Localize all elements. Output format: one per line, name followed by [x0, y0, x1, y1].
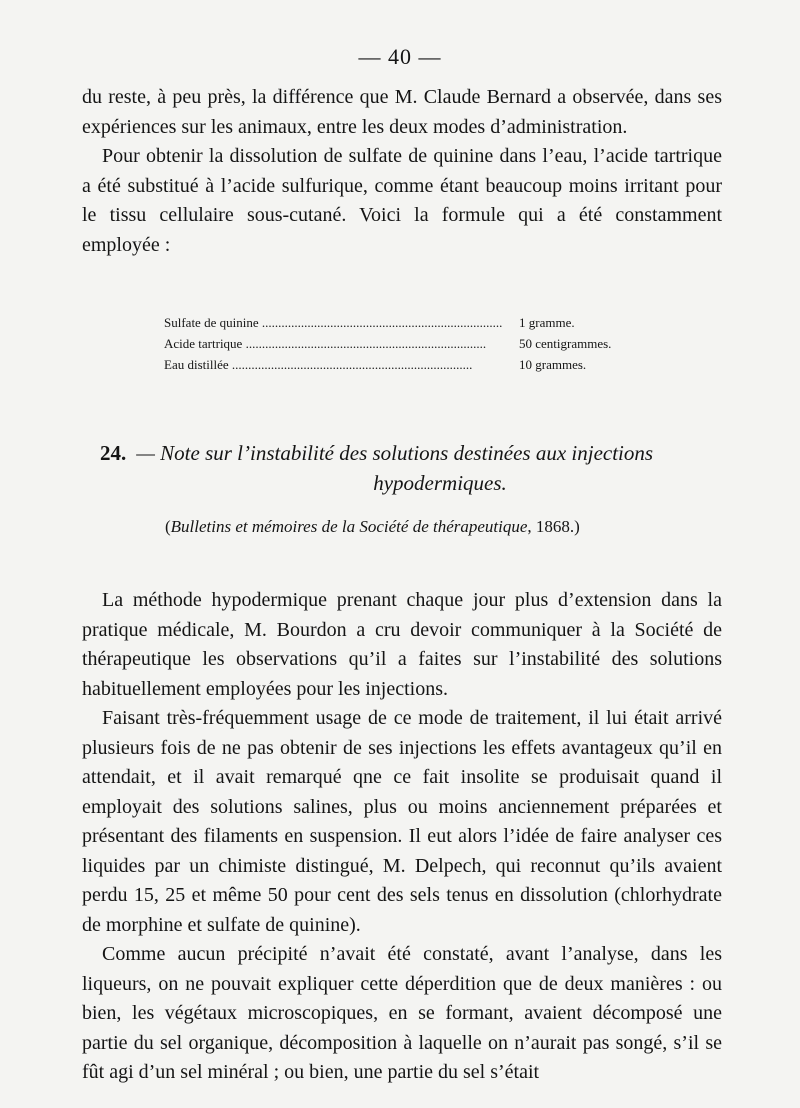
formula-row	[164, 354, 664, 375]
formula-ingredient: Acide tartrique .....	[164, 333, 519, 354]
formula-row	[164, 312, 664, 333]
source-year: , 1868.)	[527, 517, 580, 536]
intro-text	[82, 83, 722, 260]
body-paragraph: La méthode hypodermique prenant chaque jour plus d’extension dans la pratique médicale, M. Bourdon a cru devoir communiquer à la Société de thérapeutique les observations qu’il a faites sur l’instabilité des solutions habituellement employées pour les injections.	[82, 589, 722, 700]
formula-table	[164, 312, 664, 375]
section-title-continuation: hypodermiques.	[373, 471, 507, 495]
intro-paragraph-formula: Pour obtenir la dissolution de sulfate de quinine dans l’eau, l’acide tartrique a été substitué à l’acide sulfurique, comme étant beaucoup moins irritant pour le tissu cellulaire sous-cutané. Voici la formule qui a été constamment employée :	[82, 145, 722, 256]
formula-ingredient: Eau distillée .....	[164, 354, 519, 375]
source-open-paren: (	[165, 517, 171, 536]
formula-row	[164, 333, 664, 354]
formula-quantity: 10 grammes.	[519, 357, 587, 372]
section-title: — Note sur l’instabilité des solutions destinées aux injections	[136, 441, 654, 465]
source-publication: Bulletins et mémoires de la Société de thérapeutique	[170, 517, 528, 536]
section-source	[165, 515, 725, 539]
body-text	[82, 586, 722, 1088]
intro-paragraph-continuation: du reste, à peu près, la différence que M. Claude Bernard a observée, dans ses expériences sur les animaux, entre les deux modes d’administration.	[82, 86, 722, 138]
formula-ingredient: Sulfate de quinine .....	[164, 312, 519, 333]
section-heading-line	[100, 438, 740, 468]
body-paragraph: Faisant très-fréquemment usage de ce mode de traitement, il lui était arrivé plusieurs fois de ne pas obtenir de ses injections les effets avantageux qu’il en attendait, et il avait remarqué qne ce fait insolite se produisait quand il employait des solutions salines, plus ou moins anciennement préparées et présentant des filaments en suspension. Il eut alors l’idée de faire analyser ces liquides par un chimiste distingué, M. Delpech, qui reconnut qu’ils avaient perdu 15, 25 et même 50 pour cent des sels tenus en dissolution (chlorhydrate de morphine et sulfate de quinine).	[82, 707, 722, 936]
formula-quantity: 50 centigrammes.	[519, 336, 612, 351]
body-paragraph: Comme aucun précipité n’avait été constaté, avant l’analyse, dans les liqueurs, on ne pouvait expliquer cette déperdition que de deux manières : ou bien, les végétaux microscopiques, en se formant, avaient décomposé une partie du sel organique, décomposition à laquelle on n’aurait pas songé, s’il se fût agi d’un sel minéral ; ou bien, une partie du sel s’était	[82, 943, 722, 1083]
section-number: 24.	[100, 441, 127, 465]
section-heading	[100, 438, 740, 498]
page-number: — 40 —	[358, 44, 442, 69]
formula-quantity: 1 gramme.	[519, 315, 575, 330]
